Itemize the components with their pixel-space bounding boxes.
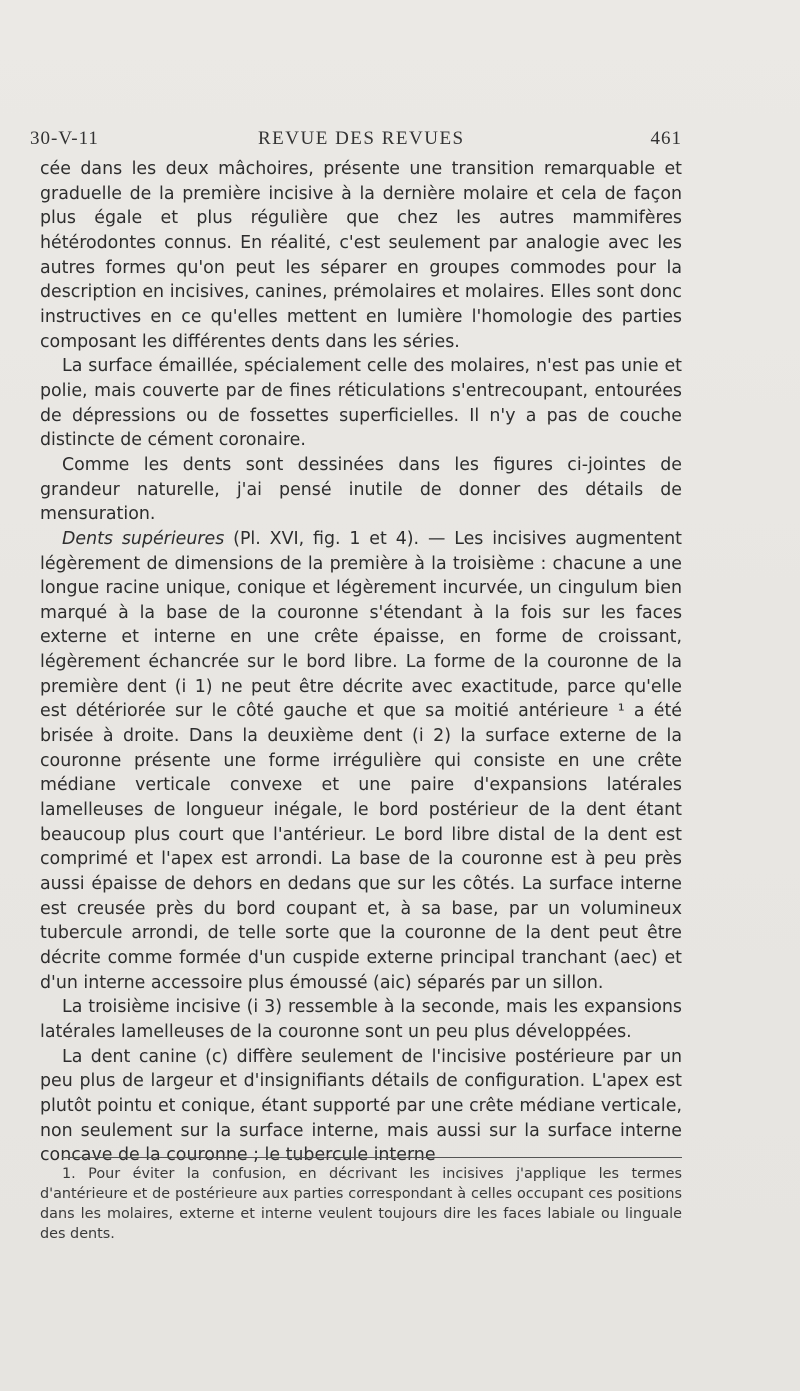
paragraph-4 (40, 527, 682, 995)
paragraph-3 (40, 453, 682, 527)
section-lead-italic: Dents supérieures (62, 528, 225, 549)
paragraph-1-text: cée dans les deux mâchoires, présente une transition remarquable et graduelle de la première incisive à la dernière molaire et cela de façon plus égale et plus régulière que chez les autres mammifères hétérodontes connus. En réalité, c'est seulement par analogie avec les autres formes qu'on peut les séparer en groupes commodes pour la description en incisives, canines, prémolaires et molaires. Elles sont donc instructives en ce qu'elles mettent en lumière l'homologie des parties composant les différentes dents dans les séries. (40, 159, 682, 352)
paragraph-6 (40, 1045, 682, 1168)
paragraph-3-text: Comme les dents sont dessinées dans les figures ci-jointes de grandeur naturelle, j'ai pensé inutile de donner des détails de mensuration. (40, 454, 682, 525)
paragraph-5-text: La troisième incisive (i 3) ressemble à la seconde, mais les expansions latérales lamelleuses de la couronne sont un peu plus développées. (40, 997, 682, 1042)
paragraph-2 (40, 354, 682, 453)
footnotes (40, 1164, 682, 1244)
paragraph-1 (40, 157, 682, 354)
page-number: 461 (650, 128, 682, 149)
header-title: REVUE DES REVUES (258, 128, 465, 149)
footnote-divider (62, 1157, 682, 1158)
paragraph-6-text: La dent canine (c) diffère seulement de l'incisive postérieure par un peu plus de largeur et d'insignifiants détails de configuration. L'apex est plutôt pointu et conique, étant supporté par une crête médiane verticale, non seulement sur la surface interne, mais aussi sur la surface interne concave de la couronne ; le tubercule interne (40, 1046, 682, 1166)
paragraph-5 (40, 995, 682, 1044)
footnote-1: 1. Pour éviter la confusion, en décrivant les incisives j'applique les termes d'antérieure et de postérieure aux parties correspondant à celles occupant ces positions dans les molaires, externe et interne veulent toujours dire les faces labiale ou linguale des dents. (40, 1166, 682, 1242)
running-header (30, 128, 682, 154)
paragraph-2-text: La surface émaillée, spécialement celle des molaires, n'est pas unie et polie, mais couverte par de fines réticulations s'entrecoupant, entourées de dépressions ou de fossettes superficielles. Il n'y a pas de couche distincte de cément coronaire. (40, 356, 682, 451)
header-date: 30-V-11 (30, 128, 99, 149)
body-text (40, 157, 682, 1168)
paragraph-4-text: (Pl. XVI, fig. 1 et 4). — Les incisives augmentent légèrement de dimensions de la première à la troisième : chacune a une longue racine unique, conique et légèrement incurvée, un cingulum bien marqué à la base de la couronne s'étendant à la fois sur les faces externe et interne en une crête épaisse, en forme de croissant, légèrement échancrée sur le bord libre. La forme de la couronne de la première dent (i 1) ne peut être décrite avec exactitude, parce qu'elle est détériorée sur le côté gauche et que sa moitié antérieure ¹ a été brisée à droite. Dans la deuxième dent (i 2) la surface externe de la couronne présente une forme irrégulière qui consiste en une crête médiane verticale convexe et une paire d'expansions latérales lamelleuses de longueur inégale, le bord postérieur de la dent étant beaucoup plus court que l'antérieur. Le bord libre distal de la dent est comprimé et l'apex est arrondi. La base de la couronne est à peu près aussi épaisse de dehors en dedans que sur les côtés. La surface interne est creusée près du bord coupant et, à sa base, par un volumineux tubercule arrondi, de telle sorte que la couronne de la dent peut être décrite comme formée d'un cuspide externe principal tranchant (aec) et d'un interne accessoire plus émoussé (aic) séparés par un sillon. (40, 528, 682, 993)
